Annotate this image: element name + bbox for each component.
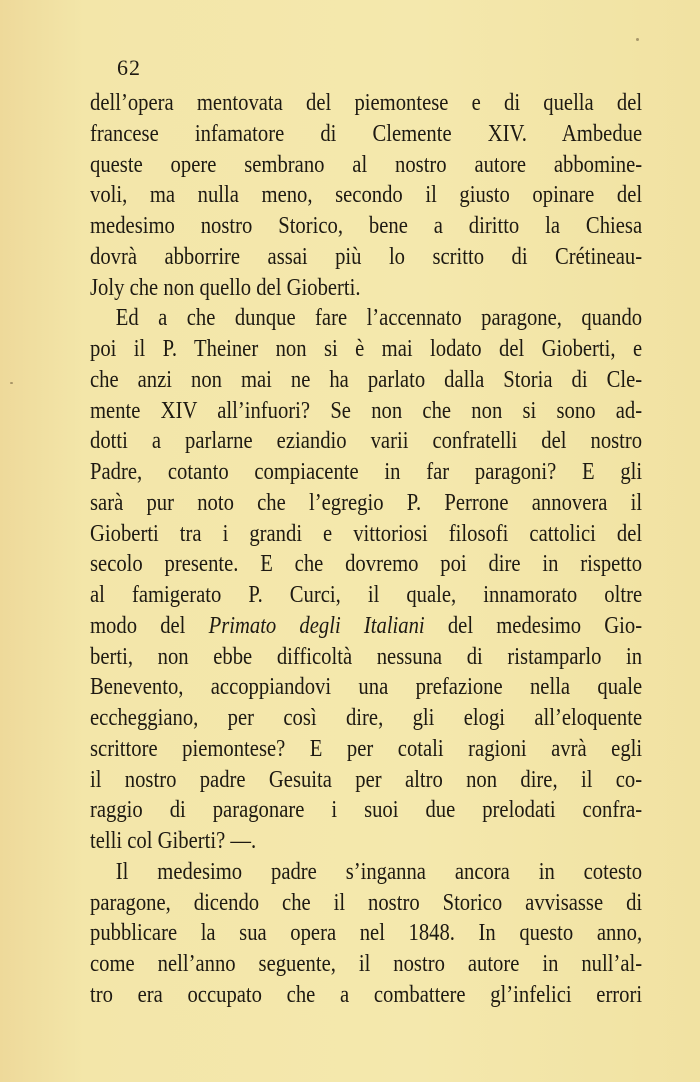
text-line: dell’opera mentovata del piemontese e di quella del [90, 90, 643, 116]
page-number: 62 [117, 55, 141, 80]
text-line: modo del Primato degli Italiani del medesimo Gio- [90, 612, 643, 639]
text-line: come nell’anno seguente, il nostro autore in null’al- [90, 951, 643, 977]
text-line: raggio di paragonare i suoi due prelodati confra- [90, 797, 643, 824]
text-line: che anzi non mai ne ha parlato dalla Storia di Cle- [90, 366, 643, 393]
text-line: secolo presente. E che dovremo poi dire in rispetto [90, 551, 643, 578]
text-line: Padre, cotanto compiacente in far paragoni? E gli [90, 459, 643, 485]
text-line: Joly che non quello del Gioberti. [90, 274, 361, 301]
text-line: mente XIV all’infuori? Se non che non si sono ad- [90, 397, 643, 424]
text-line: scrittore piemontese? E per cotali ragioni avrà egli [90, 735, 643, 762]
text-line: voli, ma nulla meno, secondo il giusto opinare del [90, 182, 643, 209]
text-line: dovrà abborrire assai più lo scritto di Crétineau- [90, 243, 643, 270]
body-text [90, 88, 642, 1011]
paper-speck [636, 38, 639, 41]
text-line: eccheggiano, per così dire, gli elogi all’eloquente [90, 705, 643, 731]
paper-speck [10, 382, 13, 384]
text-line: al famigerato P. Curci, il quale, innamorato oltre [90, 582, 643, 608]
text-line: telli col Giberti? —. [90, 828, 257, 854]
text-line: queste opere sembrano al nostro autore abbomine- [90, 151, 643, 178]
text-line: francese infamatore di Clemente XIV. Ambedue [90, 120, 643, 147]
text-line: dotti a parlarne eziandio varii confratelli del nostro [90, 428, 643, 455]
text-line: Ed a che dunque fare l’accennato paragone, quando [115, 305, 643, 332]
text-line: medesimo nostro Storico, bene a diritto la Chiesa [90, 213, 643, 239]
text-line: berti, non ebbe difficoltà nessuna di ristamparlo in [90, 643, 643, 670]
text-line: sarà pur noto che l’egregio P. Perrone annovera il [90, 489, 643, 516]
text-line: poi il P. Theiner non si è mai lodato del Gioberti, e [90, 336, 643, 362]
text-line: Il medesimo padre s’inganna ancora in cotesto [115, 858, 643, 885]
text-line: il nostro padre Gesuita per altro non dire, il co- [90, 766, 643, 793]
text-line: Benevento, accoppiandovi una prefazione nella quale [90, 674, 643, 701]
italic-title: Primato degli Italiani [208, 612, 425, 639]
text-line: pubblicare la sua opera nel 1848. In questo anno, [90, 920, 643, 947]
text-line: paragone, dicendo che il nostro Storico avvisasse di [90, 889, 643, 916]
text-line: Gioberti tra i grandi e vittoriosi filosofi cattolici del [90, 520, 643, 547]
text-line: tro era occupato che a combattere gl’infelici errori [90, 981, 643, 1008]
